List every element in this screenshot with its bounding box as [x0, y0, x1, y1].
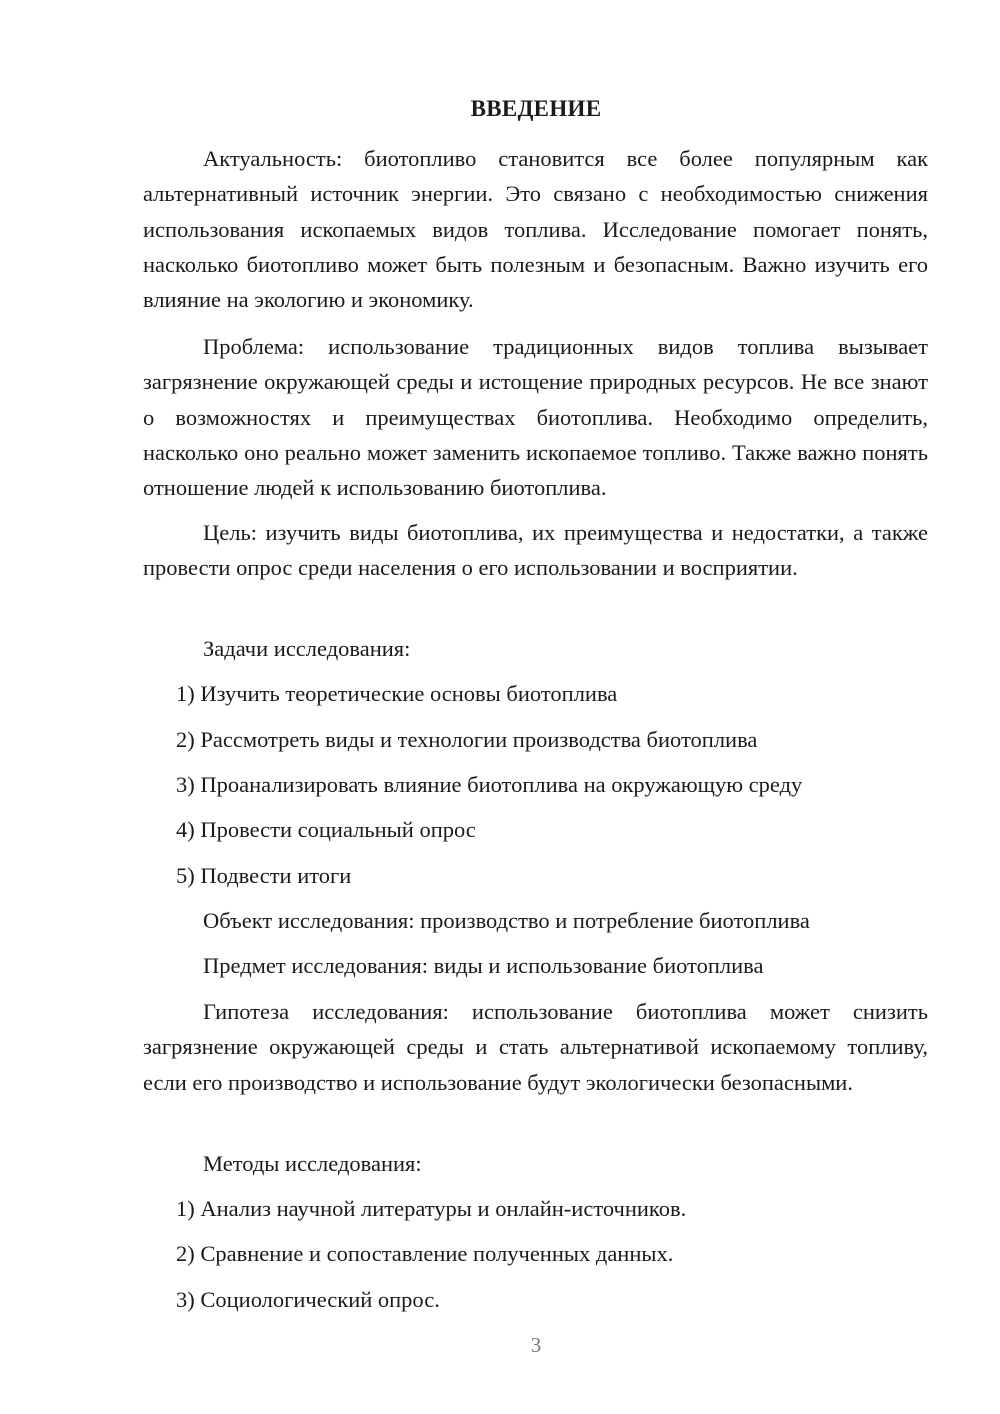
- page-number: 3: [530, 1333, 542, 1357]
- problem-paragraph: Проблема: использование традиционных видов топлива вызывает загрязнение окружающей среды и истощение природных ресурсов. Не все знают о возможностях и преимуществах биотоплива. Необходимо определить, насколько оно реально может заменить ископаемое топливо. Также важно понять отношение людей к использованию биотоплива.: [143, 334, 928, 501]
- object-paragraph: Объект исследования: производство и потребление биотоплива: [203, 908, 810, 933]
- goal-paragraph: Цель: изучить виды биотоплива, их преимущества и недостатки, а также провести опрос среди населения о его использовании и восприятии.: [143, 520, 928, 581]
- methods-heading: Методы исследования:: [203, 1151, 422, 1176]
- task-item: 4) Провести социальный опрос: [176, 817, 476, 842]
- actuality-paragraph: Актуальность: биотопливо становится все более популярным как альтернативный источник энергии. Это связано с необходимостью снижения использования ископаемых видов топлива. Исследование помогает понять, насколько биотопливо может быть полезным и безопасным. Важно изучить его влияние на экологию и экономику.: [143, 146, 928, 313]
- tasks-heading: Задачи исследования:: [203, 636, 411, 661]
- hypothesis-paragraph: Гипотеза исследования: использование биотоплива может снизить загрязнение окружающей среды и стать альтернативой ископаемому топливу, если его производство и использование будут экологически безопасными.: [143, 999, 928, 1095]
- task-item: 5) Подвести итоги: [176, 863, 352, 888]
- task-item: 3) Проанализировать влияние биотоплива на окружающую среду: [176, 772, 803, 797]
- task-item: 1) Изучить теоретические основы биотоплива: [176, 681, 618, 706]
- method-item: 3) Социологический опрос.: [176, 1287, 440, 1312]
- method-item: 1) Анализ научной литературы и онлайн-источников.: [176, 1196, 687, 1221]
- subject-paragraph: Предмет исследования: виды и использование биотоплива: [203, 953, 764, 978]
- page-title: ВВЕДЕНИЕ: [470, 96, 602, 121]
- method-item: 2) Сравнение и сопоставление полученных данных.: [176, 1241, 674, 1266]
- task-item: 2) Рассмотреть виды и технологии производства биотоплива: [176, 727, 758, 752]
